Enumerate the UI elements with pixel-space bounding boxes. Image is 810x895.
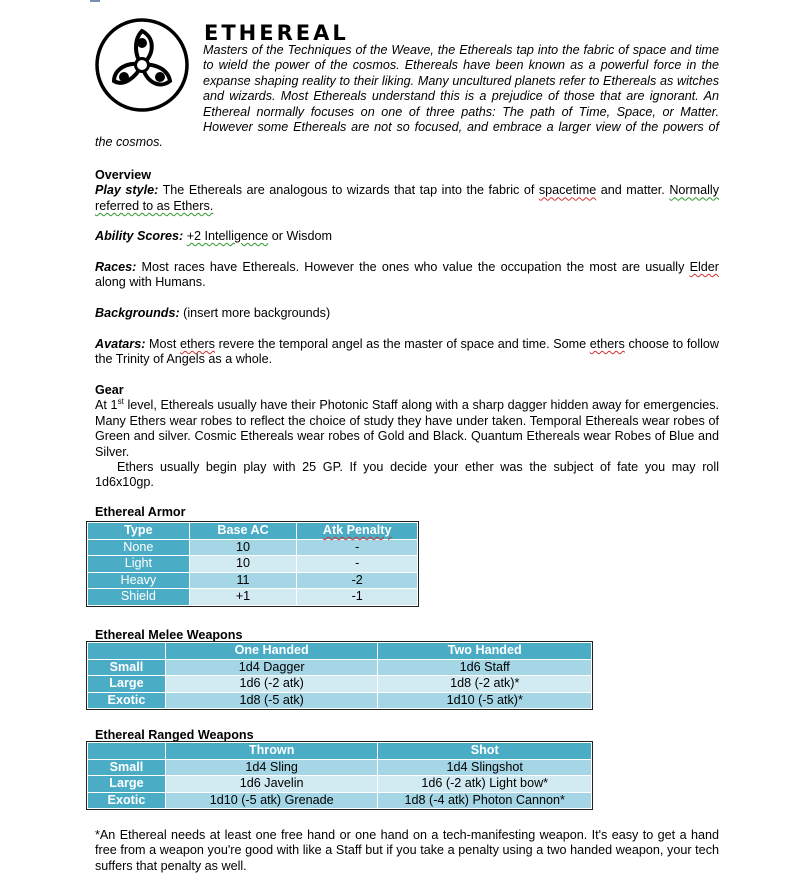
table-row: Large 1d6 (-2 atk) 1d8 (-2 atk)*: [88, 676, 592, 693]
table-row: Large 1d6 Javelin 1d6 (-2 atk) Light bow*: [88, 776, 592, 793]
armor-table: [87, 522, 418, 606]
table-header-row: [88, 523, 418, 540]
armor-caption: Ethereal Armor: [95, 505, 186, 519]
backgrounds: Backgrounds: (insert more backgrounds): [95, 306, 331, 320]
table-header-row: One Handed Two Handed: [88, 643, 592, 660]
melee-table: [87, 642, 592, 709]
overview-heading: Overview: [95, 168, 152, 182]
play-style-label: Play style:: [95, 183, 159, 198]
table-header-row: Thrown Shot: [88, 743, 592, 760]
melee-caption: Ethereal Melee Weapons: [95, 628, 243, 642]
table-row: Light 10 -: [88, 556, 418, 573]
races: Races: Most races have Ethereals. However the ones who value the occupation the most are usually Elder along with Humans.: [95, 260, 719, 290]
avatars-label: Avatars:: [95, 337, 146, 351]
gear-heading: Gear: [95, 383, 124, 397]
table-header: Base AC: [189, 523, 297, 540]
page-title: [204, 22, 404, 44]
footnote: *An Ethereal needs at least one free hand or one hand on a tech-manifesting weapon. It's easy to get a hand free from a weapon you're good with like a Staff but if you take a penalty using a two handed weapon, your tech suffers that penalty as well.: [95, 828, 719, 873]
races-label: Races:: [95, 260, 137, 274]
ability-scores-label: Ability Scores:: [95, 229, 184, 243]
table-row: Exotic 1d10 (-5 atk) Grenade 1d8 (-4 atk) Photon Cannon*: [88, 792, 592, 809]
ranged-caption: Ethereal Ranged Weapons: [95, 728, 254, 742]
overview-section: Overview Play style: The Ethereals are analogous to wizards that tap into the fabric of spacetime and matter. Normally referred to as Ethers.: [95, 168, 719, 213]
ranged-table: [87, 742, 592, 809]
avatars: Avatars: Most ethers revere the temporal angel as the master of space and time. Some ethers choose to follow the Trinity of Angels as a whole.: [95, 337, 720, 367]
table-header: Atk Penalty: [297, 523, 418, 540]
table-row: Heavy 11 -2: [88, 572, 418, 589]
table-row: None 10 -: [88, 539, 418, 556]
table-row: Small 1d4 Dagger 1d6 Staff: [88, 659, 592, 676]
table-header: Type: [88, 523, 190, 540]
intro-paragraph: Masters of the Techniques of the Weave, the Ethereals tap into the fabric of space and time to wield the power of the cosmos. Ethereals have been known as a powerful force in the expanse shaping reality to their liking. Many uncultured planets refer to Ethereals as witches and wizards. Most Ethereals understand this is a prejudice of those that are ignorant. An Ethereal normally focuses on one of three paths: The path of Time, Space, or Matter. However some Ethereals are not so focused, and embrace a larger view of the powers of the cosmos.: [95, 43, 719, 150]
page-edge-mark: [90, 0, 100, 2]
table-row: Shield +1 -1: [88, 589, 418, 606]
gear-section: Gear At 1st level, Ethereals usually have their Photonic Staff along with a sharp dagger hidden away for emergencies. Many Ethers wear robes to reflect the choice of study they have under taken. Temporal Ethereals wear robes of Green and silver. Cosmic Ethereals wear robes of Gold and Black. Quantum Ethereals wear Robes of Blue and Silver. Ethers usually begin play with 25 GP. If you decide your ether was the subject of fate you may roll 1d6x10gp.: [95, 383, 719, 490]
table-row: Small 1d4 Sling 1d4 Slingshot: [88, 759, 592, 776]
svg-text:ETHEREAL: ETHEREAL: [204, 22, 349, 44]
ability-scores: Ability Scores: +2 Intelligence or Wisdom: [95, 229, 332, 243]
backgrounds-label: Backgrounds:: [95, 306, 180, 320]
table-row: Exotic 1d8 (-5 atk) 1d10 (-5 atk)*: [88, 692, 592, 709]
